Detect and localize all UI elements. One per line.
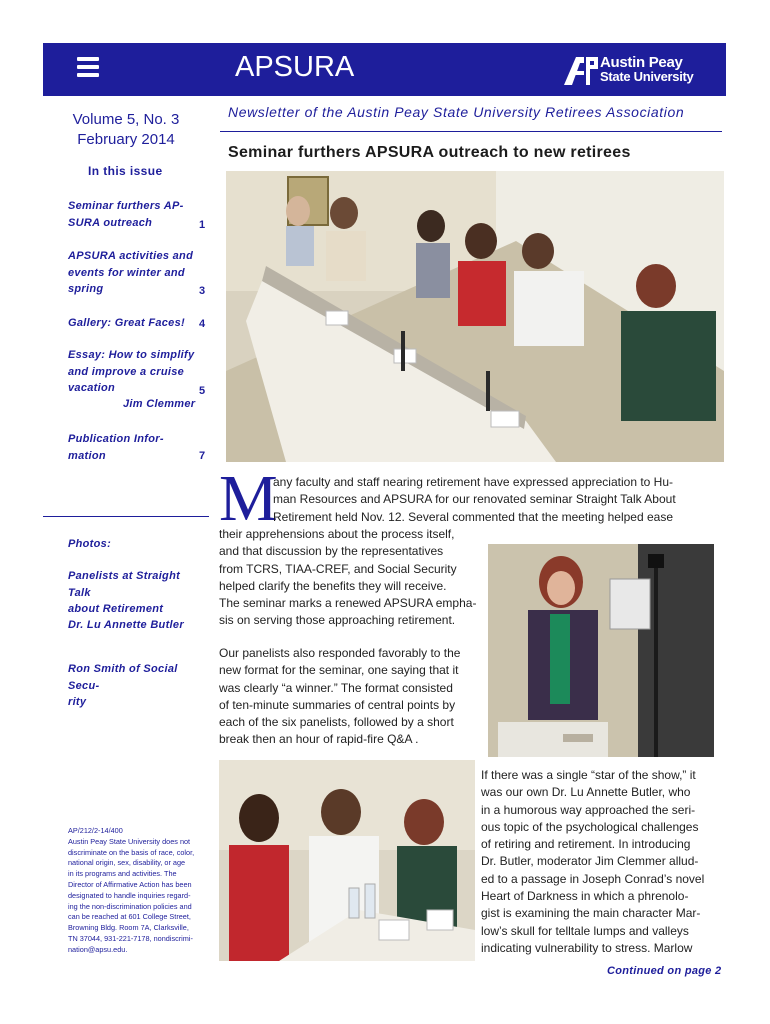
article-headline: Seminar furthers APSURA outreach to new retirees bbox=[228, 144, 631, 161]
tagline-divider bbox=[220, 131, 722, 132]
article-paragraph-2 bbox=[219, 645, 487, 749]
fineprint-line: can be reached at 601 College Street, bbox=[68, 912, 191, 922]
fineprint-line: discriminate on the basis of race, color, bbox=[68, 847, 195, 857]
menu-icon[interactable] bbox=[77, 57, 99, 79]
text-line: their apprehensions about the process itself, bbox=[219, 527, 455, 541]
sidebar bbox=[43, 96, 209, 961]
text-line: and that discussion by the representatives bbox=[219, 544, 444, 559]
toc-page-number: 1 bbox=[199, 219, 206, 231]
text-line: from TCRS, TIAA-CREF, and Social Security bbox=[219, 561, 457, 576]
text-line: gist is examining the main character Mar- bbox=[481, 906, 701, 921]
toc-page-number: 3 bbox=[199, 285, 206, 297]
continued-link[interactable]: Continued on page 2 bbox=[607, 965, 722, 977]
text-line: was clearly “a winner.” The format consisted bbox=[219, 680, 453, 695]
caption-line: rity bbox=[68, 696, 87, 708]
nondiscrimination-notice bbox=[68, 826, 208, 956]
text-line: was our own Dr. Lu Annette Butler, who bbox=[481, 785, 691, 800]
fineprint-line: nation@apsu.edu. bbox=[68, 944, 128, 954]
toc-line: events for winter and bbox=[68, 266, 185, 279]
toc-line: and improve a cruise bbox=[68, 365, 185, 378]
text-line: new format for the seminar, one saying that it bbox=[219, 663, 459, 678]
toc-page-number: 4 bbox=[199, 318, 206, 330]
text-line: The seminar marks a renewed APSURA empha- bbox=[219, 596, 477, 611]
toc-item-publication[interactable] bbox=[68, 431, 209, 464]
fineprint-line: Director of Affirmative Action has been bbox=[68, 879, 192, 889]
volume-number: Volume 5, No. 3 bbox=[72, 111, 180, 128]
text-line bbox=[273, 491, 723, 508]
toc-author: Jim Clemmer bbox=[123, 398, 196, 410]
text-line: sis on serving those approaching retirement. bbox=[219, 613, 456, 628]
toc-item-essay[interactable] bbox=[68, 347, 209, 397]
drop-cap: M bbox=[219, 462, 278, 535]
photo-caption bbox=[68, 617, 206, 634]
article-intro bbox=[273, 474, 723, 526]
masthead-title: APSURA bbox=[235, 51, 355, 83]
fineprint-line: AP/212/2-14/400 bbox=[68, 826, 123, 835]
toc-line: Seminar furthers AP- bbox=[68, 200, 184, 212]
university-logo bbox=[562, 53, 702, 87]
toc-line: spring bbox=[68, 283, 104, 295]
text-line: ous topic of the psychological challenges bbox=[481, 819, 699, 834]
text-line: break then an hour of rapid-fire Q&A . bbox=[219, 732, 419, 747]
toc-line: mation bbox=[68, 449, 106, 462]
text-line: Our panelists also responded favorably to the bbox=[219, 646, 461, 660]
fineprint-line: TN 37044, 931-221-7178, nondiscrimi- bbox=[68, 933, 193, 943]
text-line: ed to a passage in Joseph Conrad’s novel bbox=[481, 871, 705, 886]
text-line: each of the six panelists, followed by a short bbox=[219, 715, 454, 730]
text-line: Retirement held Nov. 12. Several commented that the meeting helped ease bbox=[273, 509, 674, 524]
fineprint-line: Austin Peay State University does not bbox=[68, 836, 191, 846]
butler-photo bbox=[488, 544, 714, 757]
text-line: low’s skull for telltale lumps and valleys bbox=[481, 923, 689, 938]
fineprint-line: Browning Bldg. Room 7A, Clarksville, bbox=[68, 923, 189, 933]
sidebar-divider bbox=[43, 516, 209, 517]
article-paragraph-1 bbox=[219, 526, 487, 630]
toc-item-seminar[interactable] bbox=[68, 198, 209, 231]
issue-info bbox=[43, 110, 209, 150]
text-line: If there was a single “star of the show,” it bbox=[481, 768, 696, 782]
caption-line: about Retirement bbox=[68, 603, 164, 615]
caption-line: Panelists at Straight Talk bbox=[68, 570, 181, 599]
text-line: helped clarify the benefits they will receive. bbox=[219, 578, 447, 593]
toc-heading: In this issue bbox=[88, 164, 163, 178]
photo-caption bbox=[68, 568, 206, 618]
text-line: any faculty and staff nearing retirement have expressed appreciation to Hu- bbox=[273, 475, 674, 489]
fineprint-line: ing the non-discrimination policies and bbox=[68, 901, 192, 911]
toc-line: SURA outreach bbox=[68, 216, 153, 229]
caption-line: Ron Smith of Social Secu- bbox=[68, 663, 178, 692]
toc-item-activities[interactable] bbox=[68, 248, 209, 298]
toc-page-number: 5 bbox=[199, 385, 206, 397]
photo-caption bbox=[68, 661, 206, 711]
toc-item-gallery[interactable] bbox=[68, 315, 209, 332]
ron-smith-photo bbox=[219, 760, 475, 961]
toc-page-number: 7 bbox=[199, 450, 206, 462]
text-line: Dr. Butler, moderator Jim Clemmer allud- bbox=[481, 854, 699, 869]
text-line: in a humorous way approached the seri- bbox=[481, 802, 696, 817]
toc-line: Essay: How to simplify bbox=[68, 349, 195, 361]
masthead bbox=[43, 43, 726, 96]
logo-line-2: State University bbox=[600, 69, 694, 84]
fineprint-line: national origin, sex, disability, or age bbox=[68, 858, 186, 868]
text-line: of ten-minute summaries of central points by bbox=[219, 697, 456, 712]
panelists-photo bbox=[226, 171, 724, 462]
fineprint-line: in its programs and activities. The bbox=[68, 869, 177, 879]
apsu-logo-mark-icon bbox=[562, 53, 602, 87]
text-segment: man Resources and APSURA for our renovated seminar Straight Talk About bbox=[273, 492, 676, 507]
toc-line: vacation bbox=[68, 382, 116, 394]
fineprint-line: designated to handle inquiries regard- bbox=[68, 890, 191, 900]
issue-date: February 2014 bbox=[77, 131, 175, 148]
toc-line: Gallery: Great Faces! bbox=[68, 317, 185, 329]
toc-line: APSURA activities and bbox=[68, 250, 194, 262]
text-line: indicating vulnerability to stress. Marlow bbox=[481, 940, 693, 955]
photos-label: Photos: bbox=[68, 538, 112, 550]
logo-line-1: Austin Peay bbox=[600, 54, 683, 71]
caption-line: Dr. Lu Annette Butler bbox=[68, 619, 184, 631]
text-line: of retiring and retirement. In introducing bbox=[481, 837, 691, 852]
toc-line: Publication Infor- bbox=[68, 433, 164, 445]
newsletter-tagline: Newsletter of the Austin Peay State University Retirees Association bbox=[228, 104, 685, 120]
text-line: Heart of Darkness in which a phrenolo- bbox=[481, 889, 689, 904]
article-paragraph-3 bbox=[481, 767, 726, 957]
